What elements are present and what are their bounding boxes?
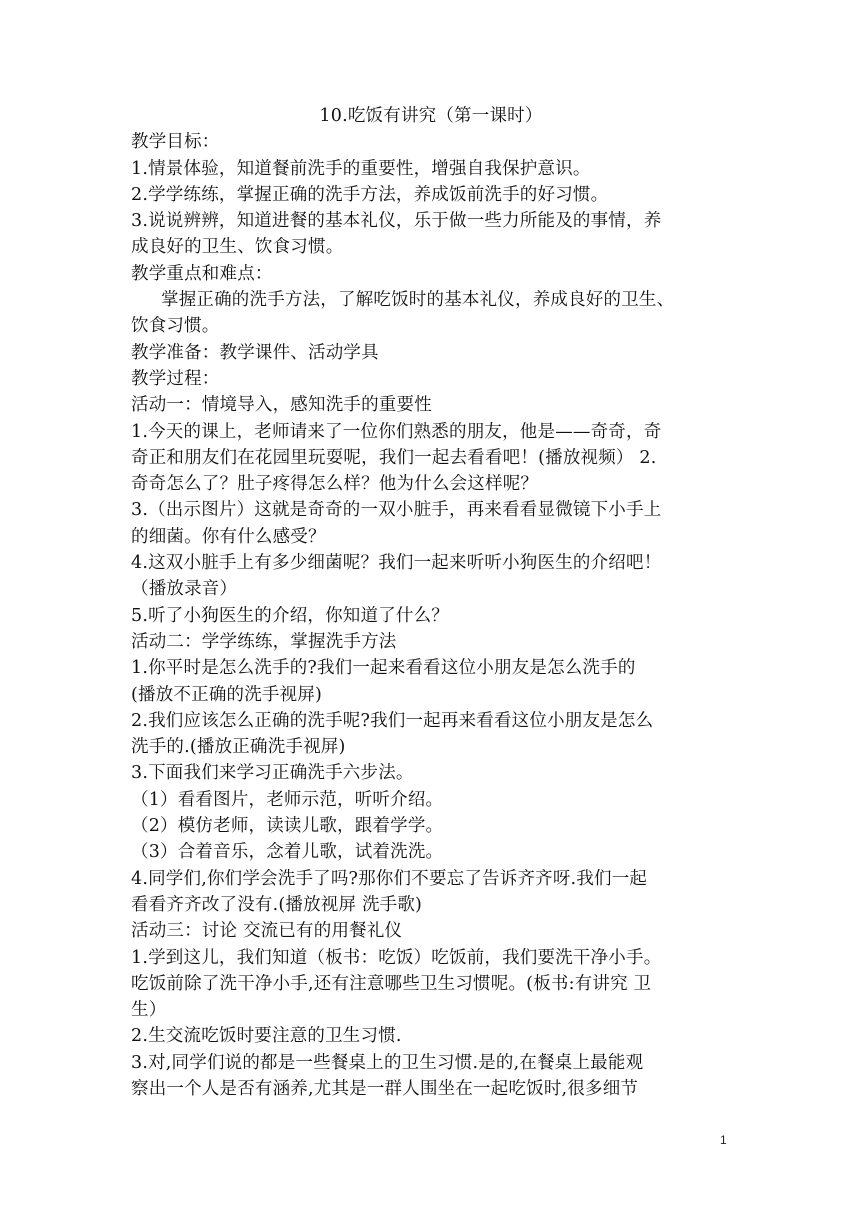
text-line: 奇正和朋友们在花园里玩耍呢，我们一起去看看吧！(播放视频） 2. [131,447,657,468]
text-line: （2）模仿老师，读读儿歌，跟着学学。 [131,816,444,837]
text-line: 的细菌。你有什么感受？ [131,526,326,547]
activity-heading-1: 活动一：情境导入，感知洗手的重要性 [131,395,432,416]
text-line: 5.听了小狗医生的介绍，你知道了什么？ [131,605,449,626]
text-line: 察出一个人是否有涵养,尤其是一群人围坐在一起吃饭时,很多细节 [131,1078,639,1099]
section-heading-preparation: 教学准备：教学课件、活动学具 [131,342,379,363]
document-title: 10.吃饭有讲究（第一课时） [319,106,543,126]
text-line: 看看齐齐改了没有.(播放视屏 洗手歌) [131,894,423,915]
section-heading-process: 教学过程： [131,368,220,389]
text-line: （3）合着音乐，念着儿歌，试着洗洗。 [131,842,444,863]
text-line: 吃饭前除了洗干净小手,还有注意哪些卫生习惯呢。(板书:有讲究 卫 [131,973,652,994]
page-number: 1 [720,1133,727,1147]
text-line: 成良好的卫生、饮食习惯。 [131,237,344,258]
text-line: 3.（出示图片）这就是奇奇的一双小脏手，再来看看显微镜下小手上 [131,500,662,521]
text-line: 3.下面我们来学习正确洗手六步法。 [131,763,414,784]
text-line: 1.学到这儿，我们知道（板书：吃饭）吃饭前，我们要洗干净小手。 [131,947,662,968]
activity-heading-3: 活动三：讨论 交流已有的用餐礼仪 [131,921,403,942]
section-heading-objectives: 教学目标： [131,132,220,153]
text-line: 2.我们应该怎么正确的洗手呢?我们一起再来看看这位小朋友是怎么 [131,710,654,731]
text-line: 洗手的.(播放正确洗手视屏) [131,737,346,758]
text-line: 4.这双小脏手上有多少细菌呢？我们一起来听听小狗医生的介绍吧！ [131,553,662,574]
text-line: 1.你平时是怎么洗手的?我们一起来看看这位小朋友是怎么洗手的 [131,658,636,679]
text-line: （播放录音） [131,579,238,600]
text-line: 2.学学练练，掌握正确的洗手方法，养成饭前洗手的好习惯。 [131,184,609,205]
text-line: 1.情景体验，知道餐前洗手的重要性，增强自我保护意识。 [131,158,591,179]
text-line: 饮食习惯。 [131,316,220,337]
text-line: （1）看看图片，老师示范，听听介绍。 [131,789,444,810]
text-line: 2.生交流吃饭时要注意的卫生习惯. [131,1026,402,1047]
text-line: (播放不正确的洗手视屏) [131,684,323,705]
text-line: 生） [131,1000,167,1021]
text-line: 4.同学们,你们学会洗手了吗?那你们不要忘了告诉齐齐呀.我们一起 [131,868,648,889]
text-line: 3.对,同学们说的都是一些餐桌上的卫生习惯.是的,在餐桌上最能观 [131,1052,644,1073]
text-line: 掌握正确的洗手方法，了解吃饭时的基本礼仪，养成良好的卫生、 [161,290,675,311]
document-body [131,103,731,1102]
activity-heading-2: 活动二：学学练练，掌握洗手方法 [131,631,397,652]
text-line: 1.今天的课上，老师请来了一位你们熟悉的朋友，他是——奇奇，奇 [131,421,662,442]
text-line: 奇奇怎么了？肚子疼得怎么样？他为什么会这样呢？ [131,474,539,495]
text-line: 3.说说辨辨，知道进餐的基本礼仪，乐于做一些力所能及的事情，养 [131,211,662,232]
section-heading-key-points: 教学重点和难点： [131,263,273,284]
